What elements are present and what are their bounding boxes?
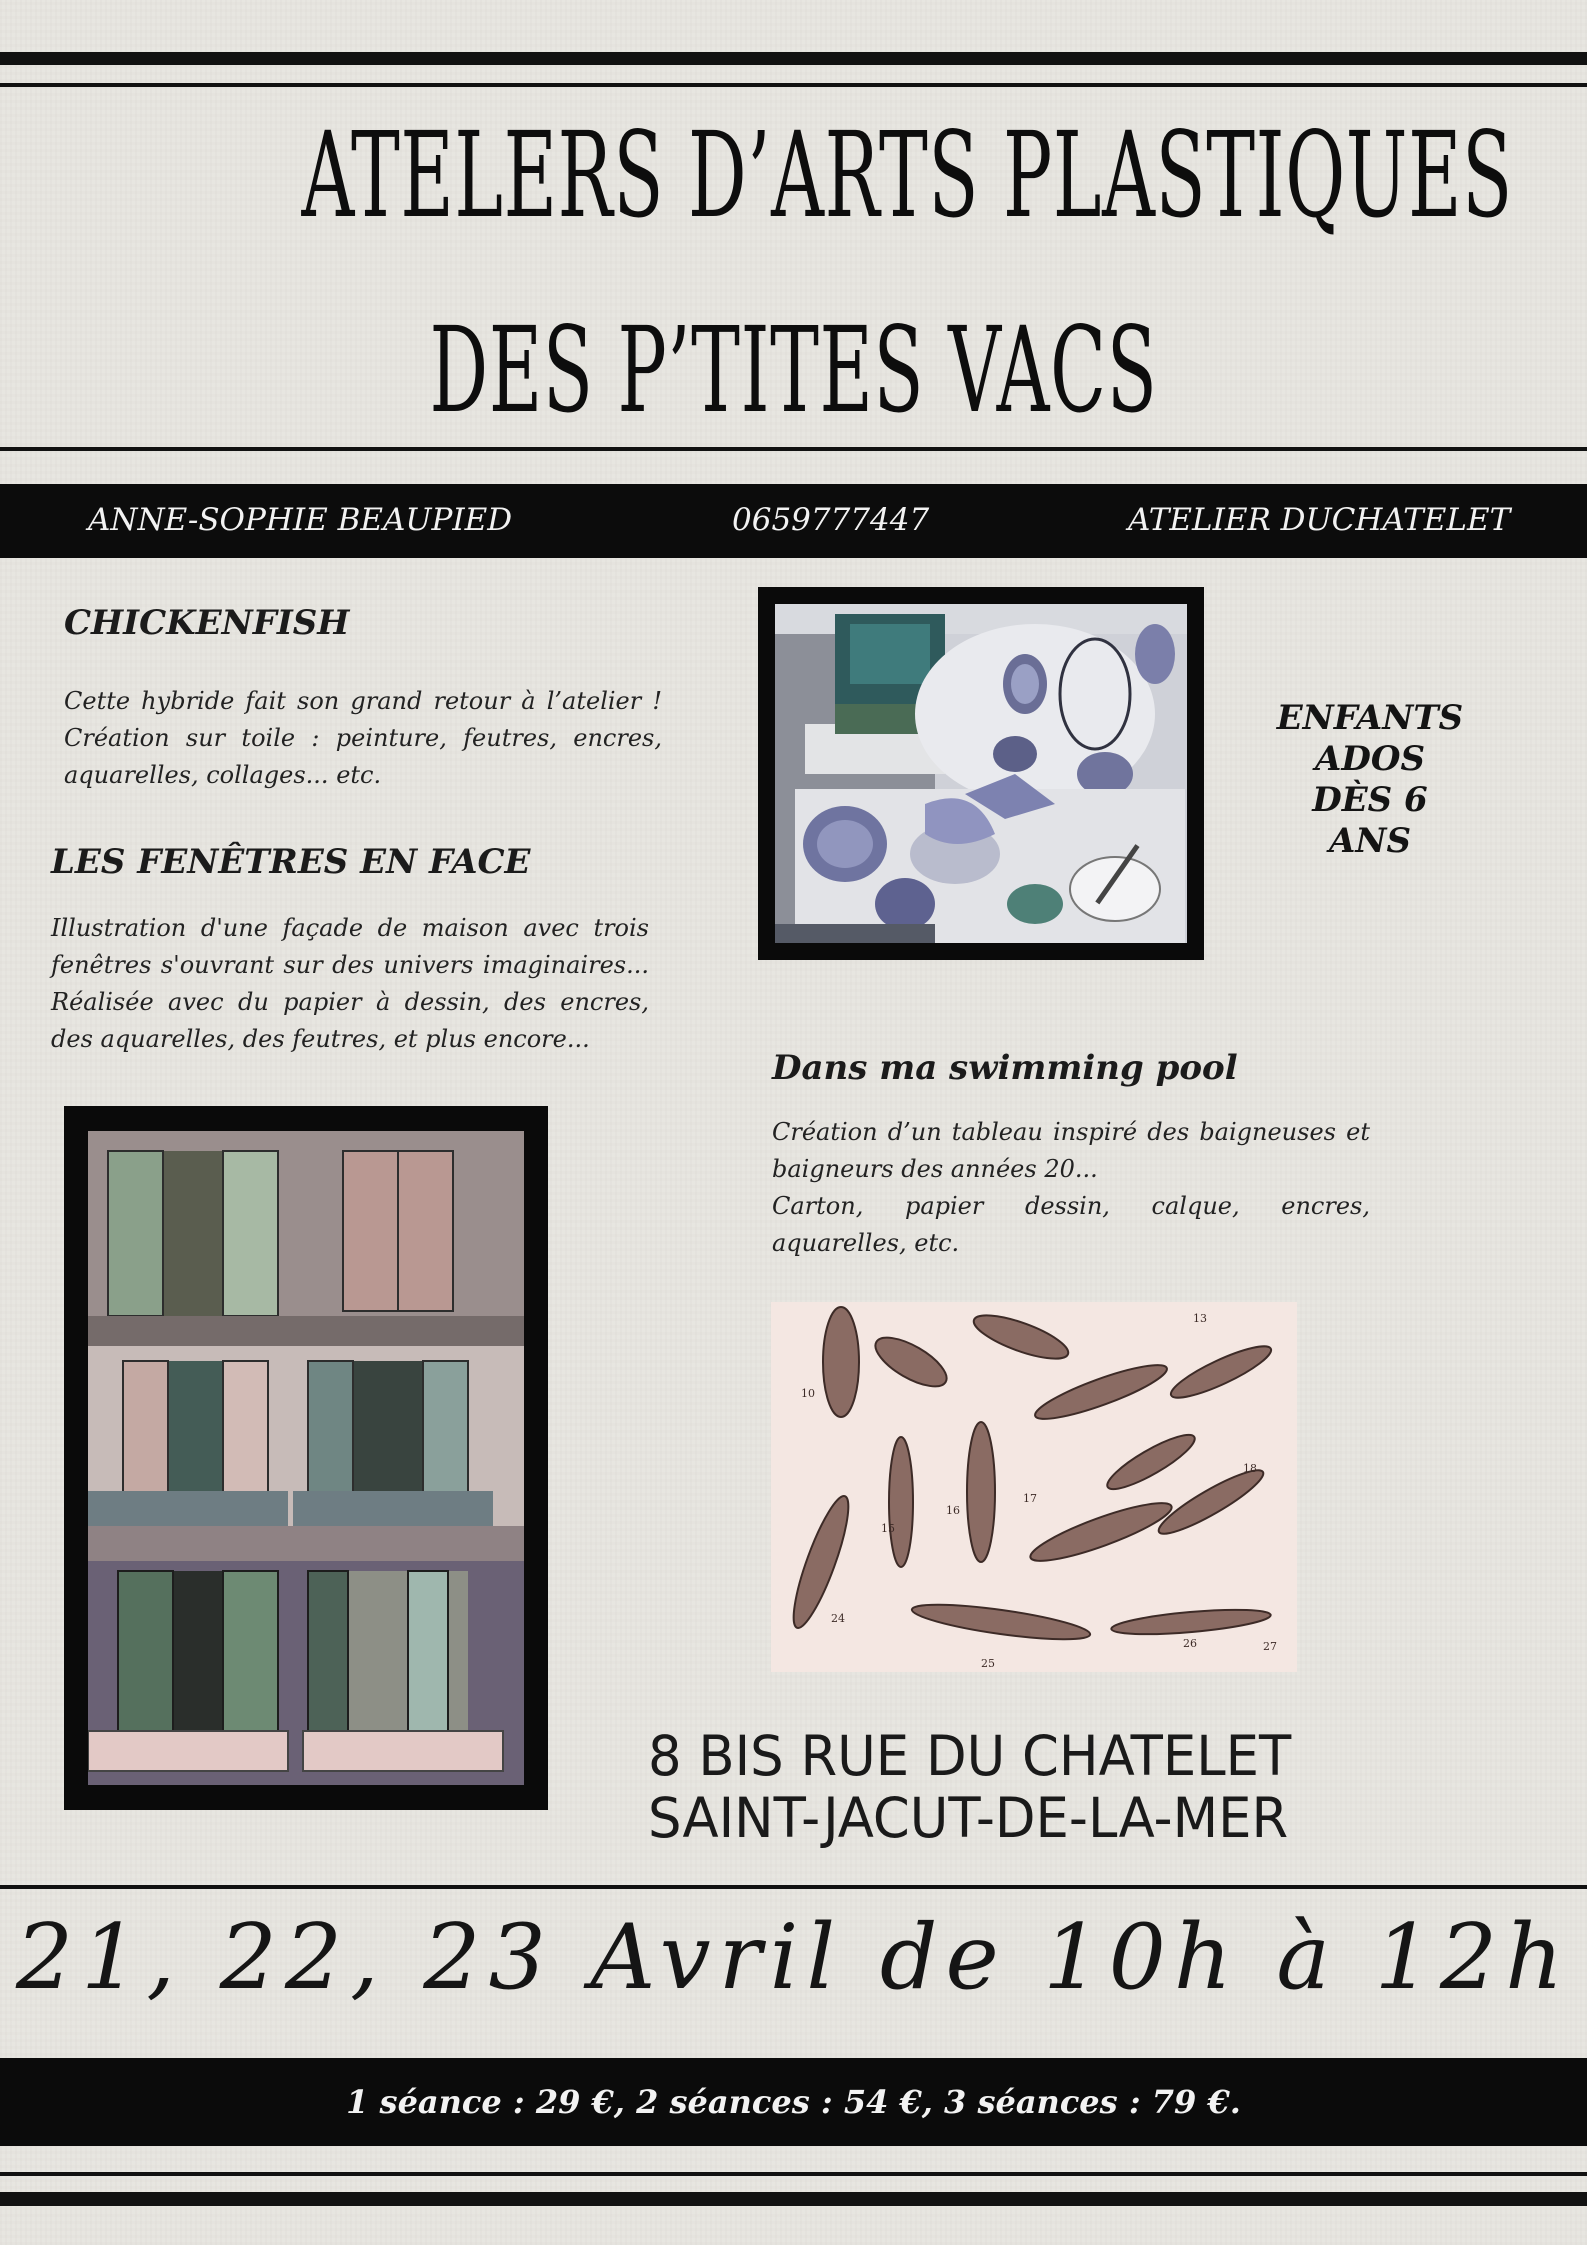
address-line2: SAINT-JACUT-DE-LA-MER [648, 1786, 1289, 1850]
workshop-dates: 21, 22, 23 Avril de 10h à 12h [15, 1905, 1572, 2010]
atelier-name: ATELIER DUCHATELET [1128, 502, 1511, 538]
top-thick-rule [0, 52, 1587, 65]
swimmers-illustration [771, 1302, 1297, 1672]
audience-label [1235, 698, 1505, 862]
address-block [648, 1725, 1512, 1849]
price-list: 1 séance : 29 €, 2 séances : 54 €, 3 séances : 79 €. [346, 2083, 1241, 2121]
chickenfish-photo-frame [758, 587, 1204, 960]
top-thin-rule [0, 83, 1587, 87]
plate-number: 18 [1243, 1462, 1257, 1475]
audience-line: ADOS [1314, 739, 1426, 779]
fenetres-artwork-illustration [88, 1131, 524, 1785]
poster-title-line2: DES P’TITES VACS [429, 301, 1158, 439]
info-bar [0, 484, 1587, 558]
workshop-title-fenetres: LES FENÊTRES EN FACE [51, 842, 531, 882]
swimmers-vintage-plate [771, 1302, 1297, 1672]
chickenfish-artwork-photo [775, 604, 1187, 943]
plate-number: 16 [946, 1504, 960, 1517]
address-line1: 8 BIS RUE DU CHATELET [648, 1724, 1292, 1788]
audience-line: ENFANTS [1276, 698, 1464, 738]
poster-title-line1: ATELERS D’ARTS PLASTIQUES [301, 106, 1513, 244]
plate-number: 10 [801, 1387, 815, 1400]
audience-line: DÈS 6 [1312, 780, 1428, 820]
teacher-name: ANNE-SOPHIE BEAUPIED [88, 502, 513, 538]
plate-number: 24 [831, 1612, 845, 1625]
audience-line: ANS [1328, 821, 1411, 861]
fenetres-artwork-photo [88, 1131, 524, 1785]
swimming-pool-text-line1: Création d’un tableau inspiré des baigneuses et baigneurs des années 20... [772, 1118, 1370, 1183]
plate-number: 27 [1263, 1640, 1277, 1653]
plate-number: 13 [1193, 1312, 1207, 1325]
plate-number: 17 [1023, 1492, 1037, 1505]
bottom-thin-rule [0, 2172, 1587, 2176]
plate-number: 25 [981, 1657, 995, 1670]
swimming-pool-text-line2: Carton, papier dessin, calque, encres, aquarelles, etc. [772, 1192, 1370, 1257]
plate-number: 26 [1183, 1637, 1197, 1650]
chickenfish-artwork-illustration [775, 604, 1187, 943]
fenetres-photo-frame [64, 1106, 548, 1810]
workshop-title-swimming-pool: Dans ma swimming pool [772, 1048, 1238, 1088]
bottom-thick-rule [0, 2192, 1587, 2206]
phone-number: 0659777447 [732, 502, 930, 538]
workshop-text-swimming-pool [772, 1114, 1370, 1262]
price-bar [0, 2058, 1587, 2146]
workshop-text-chickenfish: Cette hybride fait son grand retour à l’atelier ! Création sur toile : peinture, feutres, encres, aquarelles, collages... etc. [64, 687, 662, 789]
title-bottom-rule [0, 447, 1587, 451]
plate-number: 15 [881, 1522, 895, 1535]
workshop-title-chickenfish: CHICKENFISH [64, 603, 350, 643]
workshop-text-fenetres: Illustration d'une façade de maison avec trois fenêtres s'ouvrant sur des univers imaginaires... Réalisée avec du papier à dessin, des encres, des aquarelles, des feutres, et plus encore... [51, 914, 649, 1053]
dates-top-rule [0, 1885, 1587, 1889]
